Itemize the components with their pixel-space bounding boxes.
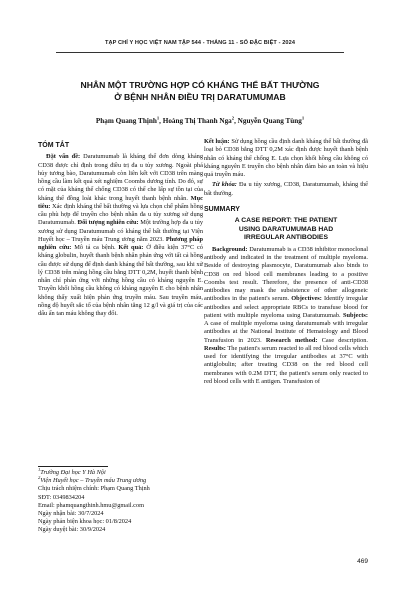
results-en-text: The patient's serum reacted to all red blood cells which used for identifying the irregular antibodies at 37°C with antiglobulin; after treating CD38 on the red blood cell membranes with 0.2M DTT, the patient's serum only reacted to red blood cells with E antigen. Transfusion of bbox=[204, 344, 368, 385]
background-en-text: Daratumumab is a CD38 inhibitor monoclonal antibody and indicated in the treatment of multiple myeloma. Beside of destroying plasmocyte, Daratumumab also binds to CD38 on red blood cell membranes leading to a positive Coombs test result. Therefore, the presence of anti-CD38 antibodies may mask the subsistence of other allogeneic antibodies in the patient's serum. bbox=[204, 245, 368, 303]
methods-en-label: Research method: bbox=[265, 336, 318, 344]
english-title-line-3: IRREGULAR ANTIBODIES bbox=[244, 234, 328, 242]
keywords-vi-label: Từ khóa: bbox=[212, 181, 237, 189]
objectives-vi-text: Xác định kháng thể bất thường và lựa chọn chế phẩm hồng cầu phù hợp để truyền cho bệnh nhân đa u tủy xương sử dụng Daratumumab. bbox=[38, 202, 203, 227]
affiliation-2 bbox=[38, 477, 203, 485]
footnote-divider bbox=[38, 466, 108, 467]
subjects-en-text: A case of multiple myeloma using daratumumab with irregular antibodies at the National Institute of Hematology and Blood Transfusion in 2023. bbox=[204, 320, 368, 344]
date-reviewed: Ngày phản biện khoa học: 01/8/2024 bbox=[38, 518, 132, 526]
author-list bbox=[40, 117, 360, 125]
methods-vi-text: Mô tả ca bệnh. bbox=[71, 244, 119, 251]
background-en-label: Background: bbox=[212, 245, 248, 253]
author-3: Nguyễn Quang Tùng bbox=[237, 117, 302, 125]
methods-vi-label: Phương pháp nghiên cứu: bbox=[38, 235, 203, 251]
email: Email: phamquangthinh.hmu@gmail.com bbox=[38, 501, 145, 509]
journal-header: TẠP CHÍ Y HỌC VIỆT NAM TẬP 544 - THÁNG 11 - SỐ ĐẶC BIỆT - 2024 bbox=[104, 40, 296, 46]
right-column bbox=[204, 138, 368, 386]
author-1: Phạm Quang Thịnh bbox=[95, 117, 157, 125]
title-line-2: Ở BỆNH NHÂN ĐIỀU TRỊ DARATUMUMAB bbox=[114, 92, 286, 102]
affiliation-2-text: Viện Huyết học – Truyền máu Trung ương bbox=[40, 477, 147, 485]
conclusion-vi-text: Sử dụng hồng cầu định danh kháng thể bất thường đã loại bỏ CD38 bằng DTT 0,2M xác định được huyết thanh bệnh nhân có kháng thể chống E. Lựa chọn khối hồng cầu không có kháng nguyên E truyền cho bệnh nhân đảm bảo an toàn và hiệu quả truyền máu. bbox=[204, 138, 368, 178]
date-received: Ngày nhận bài: 30/7/2024 bbox=[38, 510, 104, 518]
conclusion-vi-label: Kết luận: bbox=[204, 138, 230, 145]
page-number: 469 bbox=[357, 558, 368, 565]
author-2: Hoàng Thị Thanh Nga bbox=[162, 117, 232, 125]
author-2-affiliation: 2 bbox=[231, 115, 235, 121]
objectives-en-text: Identify irregular antibodies and select appropriate RBCs to transfuse blood for patient with multiple myeloma using Daratumumab. bbox=[204, 295, 369, 319]
article-title bbox=[40, 79, 360, 103]
affiliation-1 bbox=[38, 466, 203, 477]
results-vi-text: Ở điều kiện 37°C có kháng globulin, huyết thanh bệnh nhân phản ứng với tất cả hồng cầu được sử dụng để định danh kháng thể bất thường, sau khi xử lý CD38 trên màng hồng cầu bằng DTT 0,2M, huyết thanh bệnh nhân chỉ phản ứng với những hồng cầu có kháng nguyên E. Truyền khối hồng cầu không có kháng nguyên E cho bệnh nhân không thấy xuất hiện phản ứng truyền máu. Sau truyền máu, nồng độ huyết sắc tố của bệnh nhân tăng 12 g/l và giá trị của các dấu ấn tan máu không thay đổi. bbox=[38, 244, 203, 317]
author-separator: , bbox=[159, 117, 163, 125]
results-en-label: Results: bbox=[204, 344, 226, 352]
affiliation-1-mark: 1 bbox=[38, 466, 41, 472]
affiliation-1-text: Trường Đại học Y Hà Nội bbox=[40, 469, 106, 476]
keywords-vi-text: Đa u tủy xương, CD38, Daratumumab, kháng thể bất thường. bbox=[204, 181, 368, 197]
header-divider bbox=[56, 52, 344, 53]
subjects-vi-text: Một trường hợp đa u tủy xương sử dụng Daratumumab có kháng thể bất thường tại Viện Huyết học – Truyền máu Trung ương năm 2023. bbox=[38, 219, 203, 243]
author-separator: , bbox=[234, 117, 238, 125]
english-title bbox=[204, 217, 368, 243]
english-title-line-2: USING DARATUMUMAB HAD bbox=[238, 225, 334, 233]
title-line-1: NHÂN MỘT TRƯỜNG HỢP CÓ KHÁNG THỂ BẤT THƯỜNG bbox=[80, 80, 320, 90]
abstract-en-heading: SUMMARY bbox=[204, 205, 240, 213]
abstract-vi-continued bbox=[204, 138, 368, 179]
abstract-vi-heading: TÓM TẮT bbox=[38, 142, 70, 149]
results-vi-label: Kết quả: bbox=[118, 244, 144, 251]
author-3-affiliation: 1 bbox=[301, 115, 305, 121]
objectives-en-label: Objectives: bbox=[291, 295, 322, 303]
subjects-vi-label: Đối tượng nghiên cứu: bbox=[77, 219, 139, 227]
objectives-vi-label: Mục tiêu: bbox=[38, 194, 203, 210]
keywords-vi bbox=[204, 181, 368, 198]
subjects-en-label: Subjects: bbox=[342, 311, 368, 319]
background-vi-text: Daratumumab là kháng thể đơn dòng kháng CD38 được chỉ định trong điều trị đa u tủy xương. Ngoài phá hủy tương bào, Daratumumab còn liên kết với CD38 trên màng hồng cầu làm kết quả xét nghiệm Coombs dương tính. Do đó, sự có mặt của kháng thể chống CD38 có thể che lấp sự tồn tại của kháng thể đồng loài khác trong huyết thanh bệnh nhân. bbox=[38, 153, 203, 202]
left-column bbox=[38, 138, 203, 318]
affiliation-2-mark: 2 bbox=[38, 475, 41, 481]
phone: SĐT: 0349834204 bbox=[38, 493, 85, 501]
abstract-vi-body bbox=[38, 153, 203, 318]
date-accepted: Ngày duyệt bài: 30/9/2024 bbox=[38, 526, 106, 534]
footnotes bbox=[38, 466, 203, 535]
corresponding-author: Chịu trách nhiệm chính: Phạm Quang Thịnh bbox=[38, 485, 150, 493]
english-title-line-1: A CASE REPORT: THE PATIENT bbox=[234, 217, 338, 224]
background-vi-label: Đặt vấn đề: bbox=[46, 153, 81, 161]
abstract-en-body bbox=[204, 246, 368, 386]
methods-en-text: Case description. bbox=[317, 336, 369, 344]
author-1-affiliation: 1 bbox=[156, 115, 160, 121]
